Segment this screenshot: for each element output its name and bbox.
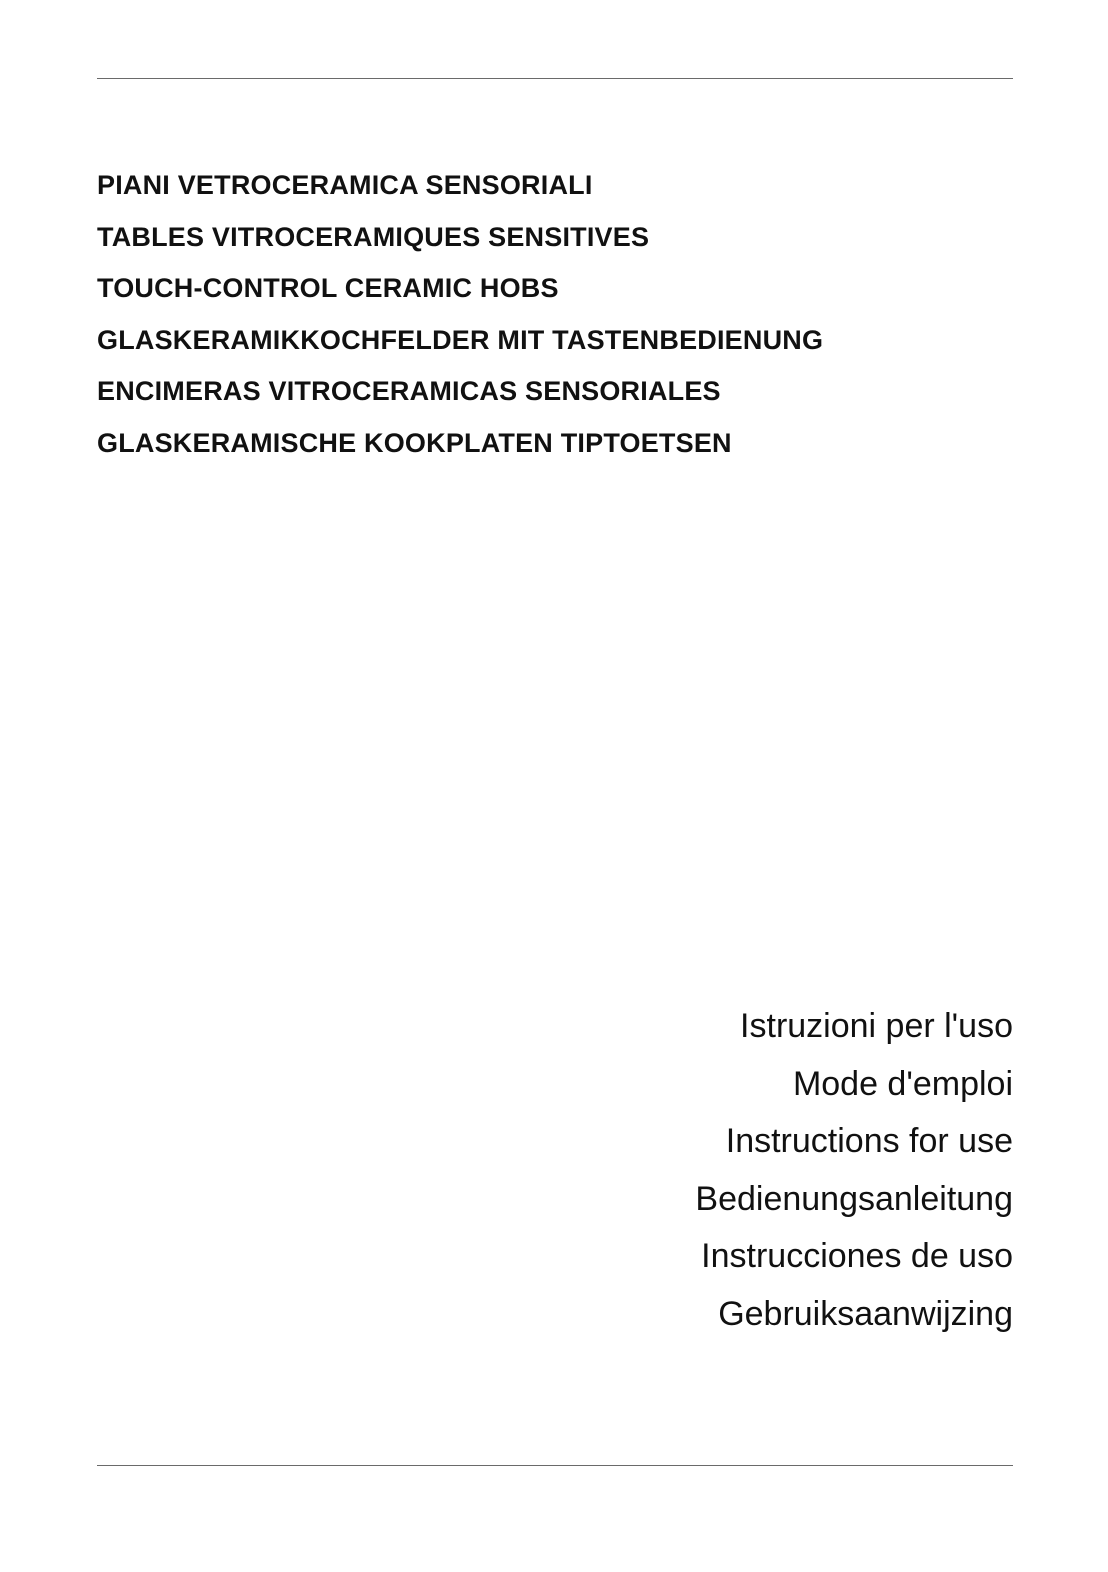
manual-title-fr: Mode d'emploi bbox=[792, 1064, 1013, 1103]
top-divider bbox=[97, 78, 1013, 79]
manual-title-nl: Gebruiksaanwijzing bbox=[718, 1294, 1013, 1333]
product-title-it: PIANI VETROCERAMICA SENSORIALI bbox=[97, 170, 593, 200]
product-title-fr: TABLES VITROCERAMIQUES SENSITIVES bbox=[97, 221, 650, 252]
manual-title-en: Instructions for use bbox=[725, 1122, 1013, 1160]
manual-title-it: Istruzioni per l'uso bbox=[740, 1007, 1013, 1045]
manual-title-list bbox=[695, 998, 1013, 1343]
manual-title-de: Bedienungsanleitung bbox=[695, 1179, 1013, 1218]
product-title-de: GLASKERAMIKKOCHFELDER MIT TASTENBEDIENUNG bbox=[97, 324, 824, 355]
bottom-divider bbox=[97, 1465, 1013, 1466]
product-title-es: ENCIMERAS VITROCERAMICAS SENSORIALES bbox=[97, 376, 721, 406]
manual-title-es: Instrucciones de uso bbox=[701, 1237, 1013, 1275]
product-title-list bbox=[97, 160, 823, 469]
product-title-nl: GLASKERAMISCHE KOOKPLATEN TIPTOETSEN bbox=[97, 427, 732, 458]
product-title-en: TOUCH-CONTROL CERAMIC HOBS bbox=[97, 273, 559, 303]
